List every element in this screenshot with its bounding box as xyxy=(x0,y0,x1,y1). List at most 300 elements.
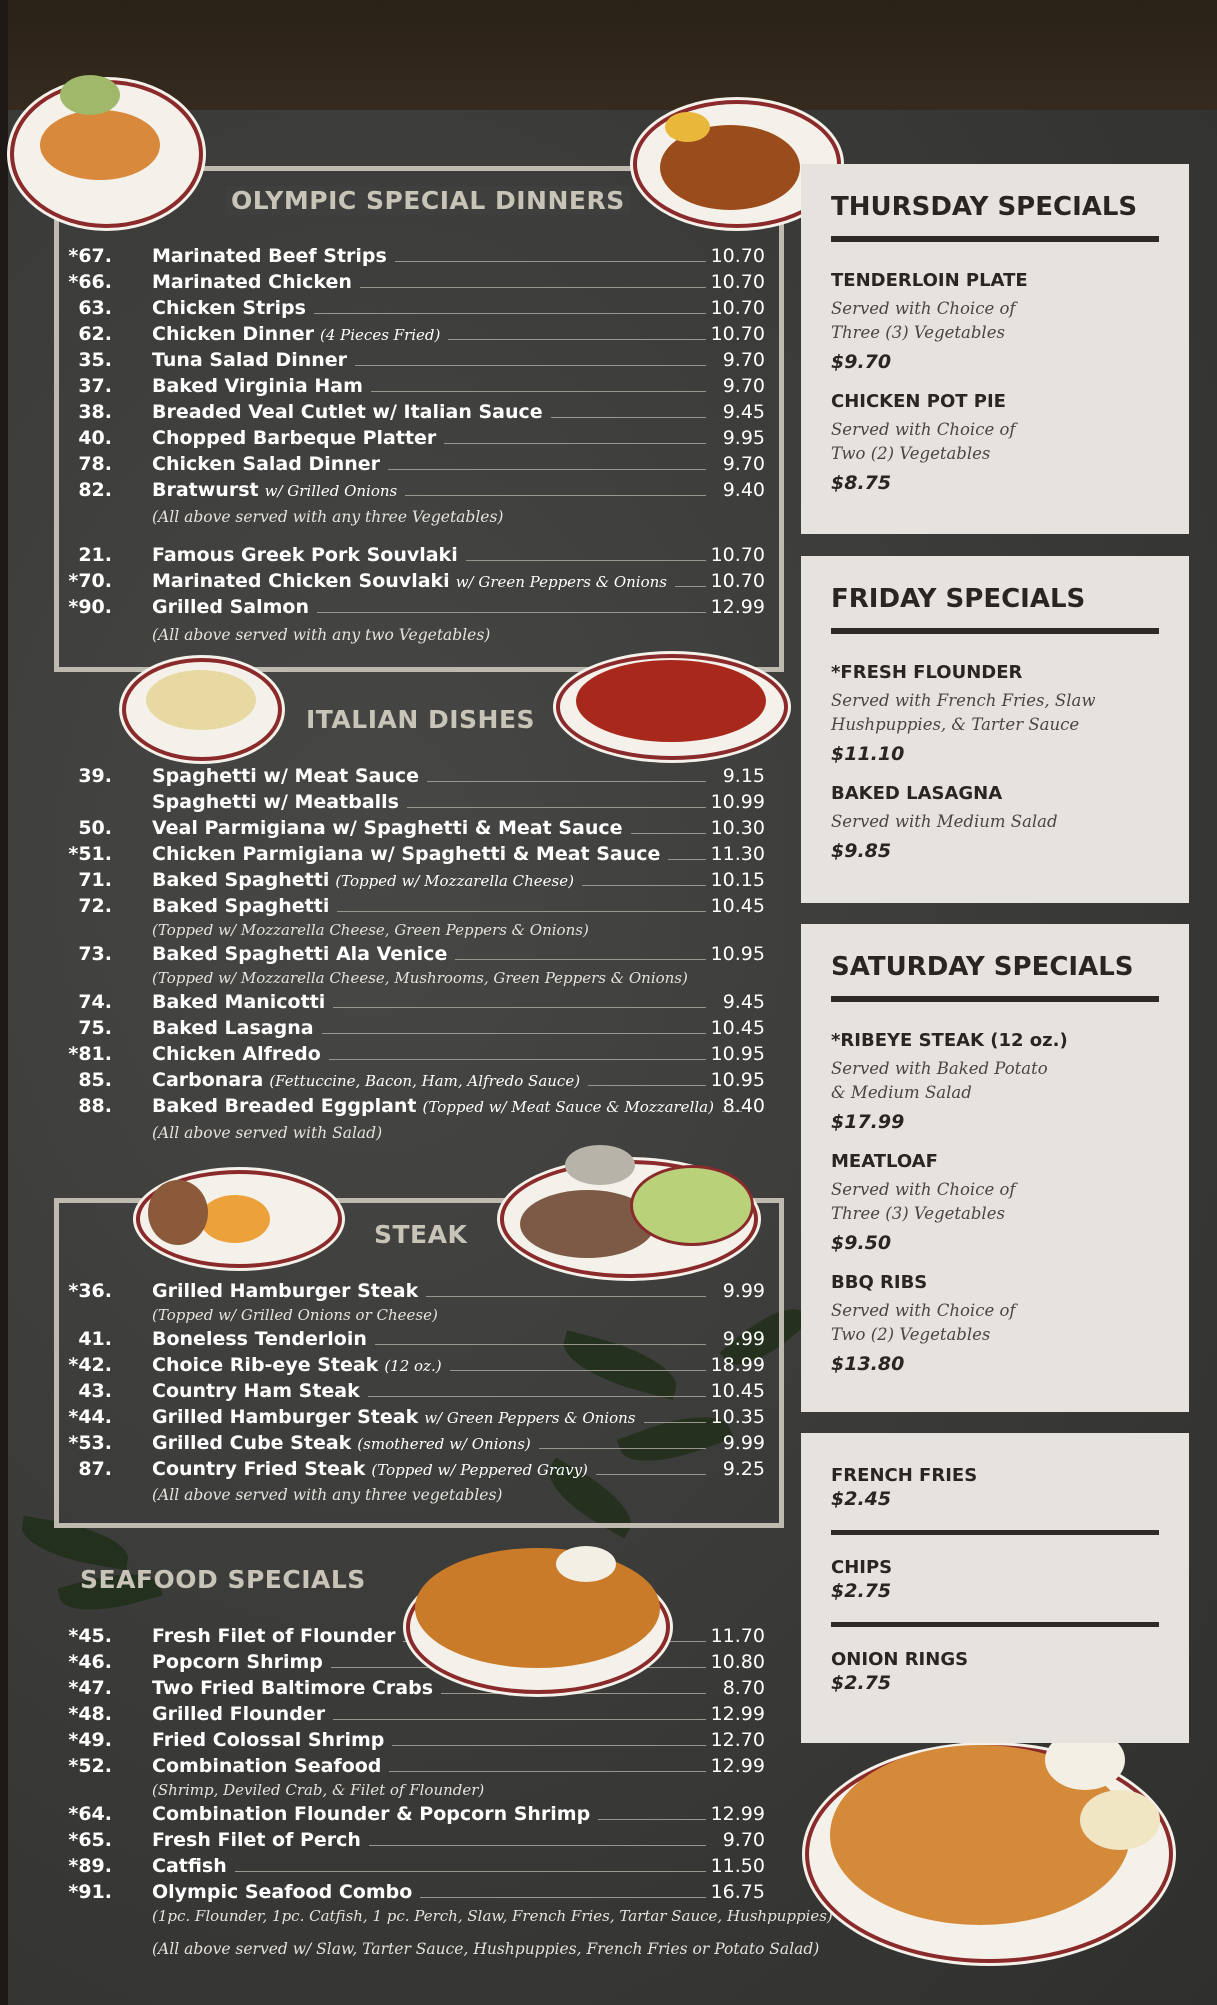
item-name-line xyxy=(152,843,712,865)
item-price: 12.99 xyxy=(710,1755,765,1777)
item-name: Baked Spaghetti xyxy=(152,869,330,891)
special-name: *FRESH FLOUNDER xyxy=(831,662,1023,683)
menu-item-row xyxy=(0,1280,790,1306)
leader-line xyxy=(389,1771,706,1772)
item-name: Boneless Tenderloin xyxy=(152,1328,367,1350)
item-subdescription: (Topped w/ Mozzarella Cheese, Mushrooms, Green Peppers & Onions) xyxy=(152,969,688,987)
seafood-title: SEAFOOD SPECIALS xyxy=(80,1565,366,1594)
menu-item-row xyxy=(0,245,790,271)
item-price: 9.45 xyxy=(722,401,765,423)
item-name: Breaded Veal Cutlet w/ Italian Sauce xyxy=(152,401,543,423)
leader-line xyxy=(582,885,706,886)
item-number: *90. xyxy=(68,596,112,618)
item-name: Choice Rib-eye Steak xyxy=(152,1354,379,1376)
item-price: 10.99 xyxy=(710,791,765,813)
leader-line xyxy=(360,287,706,288)
item-name-line xyxy=(152,596,712,618)
menu-item-row xyxy=(0,991,790,1017)
item-number: 73. xyxy=(78,943,112,965)
item-price: 10.70 xyxy=(710,297,765,319)
menu-item-row xyxy=(0,401,790,427)
leader-line xyxy=(596,1474,706,1475)
item-name-line xyxy=(152,1881,712,1903)
item-number: 74. xyxy=(78,991,112,1013)
menu-item-row xyxy=(0,1354,790,1380)
item-name-line xyxy=(152,1095,712,1117)
item-name: Baked Spaghetti Ala Venice xyxy=(152,943,448,965)
item-price: 9.99 xyxy=(722,1280,765,1302)
item-number: 63. xyxy=(78,297,112,319)
menu-item-row xyxy=(0,375,790,401)
item-name-line xyxy=(152,323,712,345)
menu-item-row xyxy=(0,843,790,869)
leader-line xyxy=(551,417,706,418)
item-name-line xyxy=(152,1069,712,1091)
leader-line xyxy=(388,469,706,470)
leader-line xyxy=(444,443,706,444)
special-item xyxy=(831,783,1159,862)
special-name: MEATLOAF xyxy=(831,1151,938,1172)
item-number: 37. xyxy=(78,375,112,397)
menu-item-row xyxy=(0,1729,790,1755)
item-number: *89. xyxy=(68,1855,112,1877)
special-item xyxy=(831,391,1159,494)
section-note: (All above served with any three vegetables) xyxy=(152,1486,503,1504)
thursday-specials-panel xyxy=(801,164,1189,534)
special-price: $9.70 xyxy=(831,351,892,373)
menu-item-row xyxy=(0,1677,790,1703)
menu-item-row xyxy=(0,765,790,791)
leader-line xyxy=(450,1370,706,1371)
section-note: (All above served with any two Vegetables) xyxy=(152,626,491,644)
menu-item-row xyxy=(0,895,790,921)
item-price: 10.70 xyxy=(710,544,765,566)
item-name-line xyxy=(152,453,712,475)
menu-item-row xyxy=(0,1069,790,1095)
menu-item-row xyxy=(0,544,790,570)
item-name-line xyxy=(152,869,712,891)
item-name-line xyxy=(152,1755,712,1777)
item-price: 10.45 xyxy=(710,1380,765,1402)
item-price: 18.99 xyxy=(710,1354,765,1376)
item-subdescription: (Topped w/ Mozzarella Cheese, Green Peppers & Onions) xyxy=(152,921,589,939)
special-description: Served with French Fries, Slaw xyxy=(831,691,1096,710)
item-number: 88. xyxy=(78,1095,112,1117)
spaghetti-food xyxy=(576,660,766,742)
item-name: Marinated Chicken xyxy=(152,271,352,293)
item-name-line xyxy=(152,479,712,501)
item-name: Bratwurst xyxy=(152,479,259,501)
item-price: 10.70 xyxy=(710,323,765,345)
side-item xyxy=(831,1557,1159,1602)
item-name: Fresh Filet of Flounder xyxy=(152,1625,396,1647)
item-name-line xyxy=(152,544,712,566)
olympic-title: OLYMPIC SPECIAL DINNERS xyxy=(225,186,631,215)
item-price: 10.95 xyxy=(710,943,765,965)
special-description: Served with Medium Salad xyxy=(831,812,1058,831)
divider xyxy=(831,1622,1159,1627)
leader-line xyxy=(333,1719,706,1720)
menu-item-row xyxy=(0,1328,790,1354)
salad-food xyxy=(60,75,120,115)
item-name: Famous Greek Pork Souvlaki xyxy=(152,544,458,566)
item-description: (4 Pieces Fried) xyxy=(320,326,441,344)
special-item xyxy=(831,662,1159,765)
menu-item-row xyxy=(0,1651,790,1677)
item-description: (Fettuccine, Bacon, Ham, Alfredo Sauce) xyxy=(269,1072,581,1090)
special-description: Three (3) Vegetables xyxy=(831,323,1005,342)
item-number: 71. xyxy=(78,869,112,891)
item-name: Two Fried Baltimore Crabs xyxy=(152,1677,434,1699)
item-description: (Topped w/ Mozzarella Cheese) xyxy=(335,872,574,890)
item-number: 87. xyxy=(78,1458,112,1480)
saturday-title: SATURDAY SPECIALS xyxy=(831,952,1134,982)
item-number: *52. xyxy=(68,1755,112,1777)
special-description: Served with Choice of xyxy=(831,1180,1016,1199)
tartar-sauce-food xyxy=(556,1546,616,1582)
item-price: 10.30 xyxy=(710,817,765,839)
item-name: Combination Seafood xyxy=(152,1755,382,1777)
menu-item-row xyxy=(0,1095,790,1121)
item-name: Fried Colossal Shrimp xyxy=(152,1729,385,1751)
friday-specials-panel xyxy=(801,556,1189,903)
item-price: 10.70 xyxy=(710,271,765,293)
lasagna-food xyxy=(146,670,256,730)
item-name-line xyxy=(152,943,712,965)
item-number: *81. xyxy=(68,1043,112,1065)
item-name-line xyxy=(152,1829,712,1851)
special-price: $13.80 xyxy=(831,1353,905,1375)
item-number: 21. xyxy=(78,544,112,566)
special-name: BAKED LASAGNA xyxy=(831,783,1003,804)
special-description: Two (2) Vegetables xyxy=(831,1325,991,1344)
item-description: (Topped w/ Peppered Gravy) xyxy=(371,1461,588,1479)
special-name: TENDERLOIN PLATE xyxy=(831,270,1028,291)
friday-title: FRIDAY SPECIALS xyxy=(831,584,1086,614)
menu-item-row xyxy=(0,1043,790,1069)
menu-item-row xyxy=(0,1432,790,1458)
side-price: $2.75 xyxy=(831,1580,892,1602)
item-price: 11.30 xyxy=(710,843,765,865)
item-name-line xyxy=(152,570,712,592)
title-rule xyxy=(831,236,1159,242)
side-name: ONION RINGS xyxy=(831,1649,969,1670)
item-price: 10.80 xyxy=(710,1651,765,1673)
menu-item-row xyxy=(0,869,790,895)
item-name: Baked Virginia Ham xyxy=(152,375,363,397)
item-name: Grilled Salmon xyxy=(152,596,310,618)
leader-line xyxy=(375,1344,706,1345)
item-name: Chopped Barbeque Platter xyxy=(152,427,437,449)
menu-item-row xyxy=(0,427,790,453)
menu-item-row xyxy=(0,479,790,505)
special-description: Served with Choice of xyxy=(831,420,1016,439)
item-name-line xyxy=(152,817,712,839)
item-name: Spaghetti w/ Meatballs xyxy=(152,791,399,813)
corn-food xyxy=(665,112,710,142)
menu-item-row xyxy=(0,297,790,323)
item-name: Catfish xyxy=(152,1855,227,1877)
item-name-line xyxy=(152,1017,712,1039)
menu-item-row xyxy=(0,1829,790,1855)
special-price: $8.75 xyxy=(831,472,892,494)
item-number: *65. xyxy=(68,1829,112,1851)
menu-item-row xyxy=(0,1703,790,1729)
menu-item-row xyxy=(0,1803,790,1829)
item-number: 38. xyxy=(78,401,112,423)
special-description: Two (2) Vegetables xyxy=(831,444,991,463)
special-description: Three (3) Vegetables xyxy=(831,1204,1005,1223)
item-description: w/ Green Peppers & Onions xyxy=(455,573,667,591)
section-note: (All above served with Salad) xyxy=(152,1124,383,1142)
leader-line xyxy=(369,1845,706,1846)
saturday-specials-panel xyxy=(801,924,1189,1412)
side-price: $2.45 xyxy=(831,1488,892,1510)
item-number: 82. xyxy=(78,479,112,501)
menu-item-row xyxy=(0,1755,790,1781)
item-name-line xyxy=(152,1043,712,1065)
sides-panel xyxy=(801,1433,1189,1743)
side-item xyxy=(831,1649,1159,1694)
sauce-cup-food xyxy=(1080,1790,1160,1850)
item-name-line xyxy=(152,1280,712,1302)
item-number: *45. xyxy=(68,1625,112,1647)
section-note: (All above served with any three Vegetables) xyxy=(152,508,504,526)
item-number: 43. xyxy=(78,1380,112,1402)
side-name: CHIPS xyxy=(831,1557,893,1578)
item-number: *49. xyxy=(68,1729,112,1751)
item-price: 9.99 xyxy=(722,1432,765,1454)
item-price: 9.70 xyxy=(722,349,765,371)
special-price: $9.50 xyxy=(831,1232,892,1254)
divider xyxy=(831,1530,1159,1535)
item-name-line xyxy=(152,1855,712,1877)
leader-line xyxy=(588,1085,706,1086)
special-item xyxy=(831,1030,1159,1133)
leader-line xyxy=(426,1296,706,1297)
item-name: Tuna Salad Dinner xyxy=(152,349,348,371)
leader-line xyxy=(441,1693,706,1694)
item-name-line xyxy=(152,765,712,787)
item-name-line xyxy=(152,791,712,813)
item-number: *53. xyxy=(68,1432,112,1454)
menu-item-row xyxy=(0,349,790,375)
menu-item-row xyxy=(0,1458,790,1484)
item-price: 9.45 xyxy=(722,991,765,1013)
item-price: 10.95 xyxy=(710,1069,765,1091)
item-number: 35. xyxy=(78,349,112,371)
item-number: *46. xyxy=(68,1651,112,1673)
top-banner xyxy=(0,0,1217,110)
item-number: *70. xyxy=(68,570,112,592)
item-name: Marinated Beef Strips xyxy=(152,245,387,267)
item-name: Marinated Chicken Souvlaki xyxy=(152,570,450,592)
leader-line xyxy=(337,911,706,912)
item-name-line xyxy=(152,1328,712,1350)
item-price: 12.70 xyxy=(710,1729,765,1751)
item-name: Popcorn Shrimp xyxy=(152,1651,323,1673)
fried-fish-food xyxy=(415,1548,660,1668)
item-number: 75. xyxy=(78,1017,112,1039)
menu-item-row xyxy=(0,323,790,349)
item-price: 9.70 xyxy=(722,453,765,475)
special-item xyxy=(831,1151,1159,1254)
special-price: $9.85 xyxy=(831,840,892,862)
thursday-title: THURSDAY SPECIALS xyxy=(831,192,1138,222)
item-number: *67. xyxy=(68,245,112,267)
special-description: Served with Choice of xyxy=(831,299,1016,318)
item-name-line xyxy=(152,1677,712,1699)
item-name-line xyxy=(152,297,712,319)
steak-title: STEAK xyxy=(374,1220,468,1249)
item-price: 16.75 xyxy=(710,1881,765,1903)
item-number: 41. xyxy=(78,1328,112,1350)
item-price: 10.70 xyxy=(710,570,765,592)
leader-line xyxy=(322,1033,706,1034)
item-description: (smothered w/ Onions) xyxy=(357,1435,531,1453)
item-price: 10.70 xyxy=(710,245,765,267)
item-price: 10.45 xyxy=(710,895,765,917)
leader-line xyxy=(235,1871,706,1872)
item-number: 50. xyxy=(78,817,112,839)
item-name-line xyxy=(152,271,712,293)
side-price: $2.75 xyxy=(831,1672,892,1694)
item-name: Chicken Alfredo xyxy=(152,1043,321,1065)
leader-line xyxy=(598,1819,706,1820)
item-price: 8.70 xyxy=(722,1677,765,1699)
item-name-line xyxy=(152,991,712,1013)
item-name: Country Ham Steak xyxy=(152,1380,360,1402)
item-name-line xyxy=(152,375,712,397)
item-price: 12.99 xyxy=(710,1703,765,1725)
item-price: 9.70 xyxy=(722,375,765,397)
item-price: 11.70 xyxy=(710,1625,765,1647)
leader-line xyxy=(392,1745,706,1746)
special-description: Served with Choice of xyxy=(831,1301,1016,1320)
item-price: 10.95 xyxy=(710,1043,765,1065)
leader-line xyxy=(314,313,706,314)
item-price: 10.35 xyxy=(710,1406,765,1428)
menu-item-row xyxy=(0,1625,790,1651)
leader-line xyxy=(455,959,706,960)
item-name: Chicken Dinner xyxy=(152,323,314,345)
leader-line xyxy=(317,612,706,613)
item-name: Combination Flounder & Popcorn Shrimp xyxy=(152,1803,591,1825)
leader-line xyxy=(448,339,706,340)
item-name-line xyxy=(152,1406,712,1428)
title-rule xyxy=(831,628,1159,634)
item-name: Grilled Hamburger Steak xyxy=(152,1406,419,1428)
item-name: Olympic Seafood Combo xyxy=(152,1881,413,1903)
item-price: 12.99 xyxy=(710,596,765,618)
menu-item-row xyxy=(0,817,790,843)
item-price: 12.99 xyxy=(710,1803,765,1825)
item-number: *51. xyxy=(68,843,112,865)
peaches-food xyxy=(200,1195,270,1243)
italian-title: ITALIAN DISHES xyxy=(306,705,536,734)
leader-line xyxy=(405,495,706,496)
leader-line xyxy=(329,1059,706,1060)
item-number: *66. xyxy=(68,271,112,293)
special-description: Served with Baked Potato xyxy=(831,1059,1048,1078)
item-name: Chicken Parmigiana w/ Spaghetti & Meat Sauce xyxy=(152,843,661,865)
item-price: 8.40 xyxy=(722,1095,765,1117)
side-item xyxy=(831,1465,1159,1510)
item-name: Chicken Strips xyxy=(152,297,306,319)
salmon-food xyxy=(40,110,160,180)
item-number: 39. xyxy=(78,765,112,787)
item-name-line xyxy=(152,1729,712,1751)
special-name: BBQ RIBS xyxy=(831,1272,928,1293)
leader-line xyxy=(371,391,706,392)
leader-line xyxy=(355,365,706,366)
item-number: *91. xyxy=(68,1881,112,1903)
item-name: Fresh Filet of Perch xyxy=(152,1829,361,1851)
item-number: *64. xyxy=(68,1803,112,1825)
special-name: CHICKEN POT PIE xyxy=(831,391,1006,412)
item-price: 11.50 xyxy=(710,1855,765,1877)
leader-line xyxy=(407,807,706,808)
special-description: & Medium Salad xyxy=(831,1083,972,1102)
item-name-line xyxy=(152,245,712,267)
leader-line xyxy=(466,560,706,561)
menu-item-row xyxy=(0,1380,790,1406)
title-rule xyxy=(831,996,1159,1002)
item-name: Chicken Salad Dinner xyxy=(152,453,381,475)
item-price: 9.99 xyxy=(722,1328,765,1350)
special-item xyxy=(831,1272,1159,1375)
item-description: (12 oz.) xyxy=(384,1357,442,1375)
leader-line xyxy=(420,1897,706,1898)
leader-line xyxy=(368,1396,706,1397)
item-name: Grilled Flounder xyxy=(152,1703,326,1725)
item-name-line xyxy=(152,1458,712,1480)
item-name-line xyxy=(152,895,712,917)
item-number: *47. xyxy=(68,1677,112,1699)
menu-item-row xyxy=(0,1881,790,1907)
item-name: Veal Parmigiana w/ Spaghetti & Meat Sauce xyxy=(152,817,623,839)
special-description: Hushpuppies, & Tarter Sauce xyxy=(831,715,1080,734)
item-name-line xyxy=(152,1354,712,1376)
item-price: 9.70 xyxy=(722,1829,765,1851)
item-number: 85. xyxy=(78,1069,112,1091)
menu-item-row xyxy=(0,1406,790,1432)
item-description: w/ Green Peppers & Onions xyxy=(424,1409,636,1427)
item-name: Baked Breaded Eggplant xyxy=(152,1095,417,1117)
item-number: 62. xyxy=(78,323,112,345)
item-subdescription: (1pc. Flounder, 1pc. Catfish, 1 pc. Perch, Slaw, French Fries, Tartar Sauce, Hushpuppies) xyxy=(152,1907,833,1925)
item-number: 78. xyxy=(78,453,112,475)
menu-item-row xyxy=(0,1017,790,1043)
special-item xyxy=(831,270,1159,373)
item-name-line xyxy=(152,1803,712,1825)
item-price: 9.15 xyxy=(722,765,765,787)
salad-bowl-food xyxy=(630,1165,754,1246)
leader-line xyxy=(427,781,706,782)
item-name-line xyxy=(152,401,712,423)
section-note: (All above served w/ Slaw, Tarter Sauce, Hushpuppies, French Fries or Potato Salad) xyxy=(152,1940,820,1958)
item-description: (Topped w/ Meat Sauce & Mozzarella) xyxy=(422,1098,714,1116)
item-number: *42. xyxy=(68,1354,112,1376)
side-name: FRENCH FRIES xyxy=(831,1465,978,1486)
pork-food xyxy=(148,1180,208,1245)
item-description: w/ Grilled Onions xyxy=(264,482,398,500)
leader-line xyxy=(539,1448,706,1449)
item-name-line xyxy=(152,1380,712,1402)
item-name-line xyxy=(152,427,712,449)
menu-item-row xyxy=(0,271,790,297)
special-price: $17.99 xyxy=(831,1111,905,1133)
